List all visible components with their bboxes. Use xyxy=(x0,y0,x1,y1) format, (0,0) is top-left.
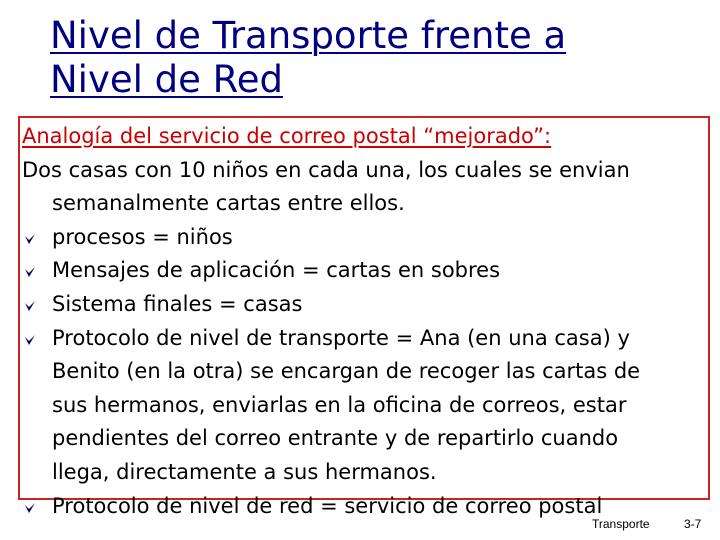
bullet-item xyxy=(22,221,708,255)
bullet-line: Protocolo de nivel de red = servicio de correo postal xyxy=(52,493,603,518)
bullet-line: sus hermanos, enviarlas en la oficina de correos, estar xyxy=(52,392,627,417)
title-line-1: Nivel de Transporte frente a xyxy=(50,14,567,57)
slide-body xyxy=(22,120,708,523)
bullet-line: procesos = niños xyxy=(52,224,233,249)
checkmark-bullet-icon xyxy=(24,334,36,346)
bullet-line: Protocolo de nivel de transporte = Ana (en una casa) y xyxy=(52,325,630,350)
intro-line-1: Dos casas con 10 niños en cada una, los cuales se envian xyxy=(22,157,630,182)
bullet-line: Benito (en la otra) se encargan de recoger las cartas de xyxy=(52,359,641,384)
title-line-2: Nivel de Red xyxy=(50,58,283,101)
bullet-item xyxy=(22,288,708,322)
bullet-item xyxy=(22,322,708,490)
bullet-line: llega, directamente a sus hermanos. xyxy=(52,459,437,484)
intro-line-2: semanalmente cartas entre ellos. xyxy=(52,191,405,216)
checkmark-bullet-icon xyxy=(24,502,36,514)
page-number: 3-7 xyxy=(684,517,702,531)
bullet-line: Sistema finales = casas xyxy=(52,291,303,316)
footer-label: Transporte xyxy=(592,517,650,531)
checkmark-bullet-icon xyxy=(24,266,36,278)
slide-title xyxy=(50,14,690,102)
checkmark-bullet-icon xyxy=(24,300,36,312)
checkmark-bullet-icon xyxy=(24,233,36,245)
analogy-heading: Analogía del servicio de correo postal “mejorado”: xyxy=(22,124,552,148)
bullet-item xyxy=(22,254,708,288)
bullet-line: pendientes del correo entrante y de repartirlo cuando xyxy=(52,426,619,451)
bullet-line: Mensajes de aplicación = cartas en sobres xyxy=(52,258,501,283)
